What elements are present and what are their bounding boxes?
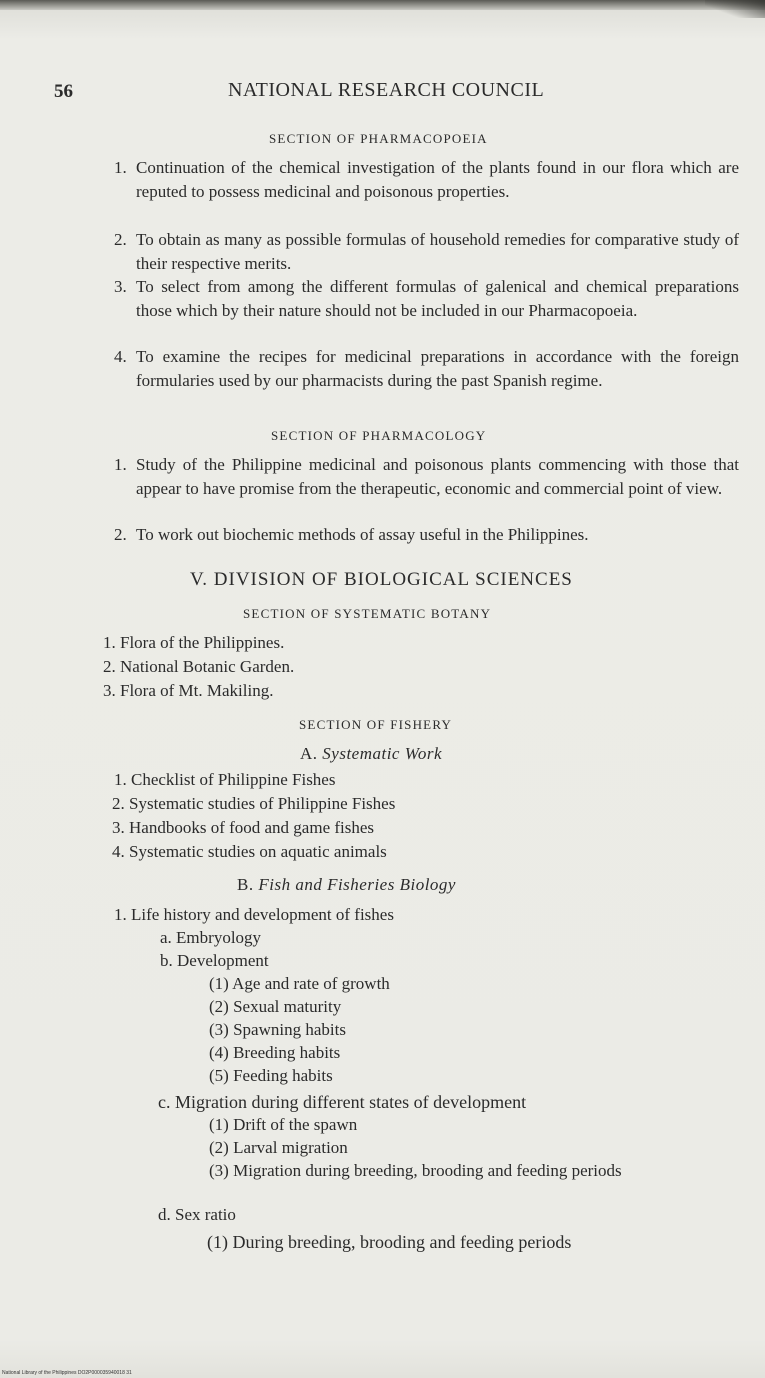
subheading-a: A. Systematic Work [300,744,442,763]
list-item: c. Migration during different states of development [158,1092,527,1112]
list-item: 3. Handbooks of food and game fishes [112,818,375,837]
list-item: (2) Sexual maturity [209,997,342,1016]
item-number: 2. [114,230,127,249]
list-item: (1) During breeding, brooding and feeding periods [207,1232,572,1252]
item-number: 2. [114,525,127,544]
list-item: 1. Flora of the Philippines. [103,633,285,652]
list-item [114,156,739,204]
list-item: 2. National Botanic Garden. [103,657,295,676]
list-item: 1. Life history and development of fishes [114,905,394,924]
list-item [114,228,739,276]
list-item: (2) Larval migration [209,1138,348,1157]
list-item: (3) Migration during breeding, brooding and feeding periods [209,1161,622,1180]
section-heading-botany: SECTION OF SYSTEMATIC BOTANY [243,606,492,621]
list-item: 2. Systematic studies of Philippine Fishes [112,794,396,813]
item-number: 4. [114,347,127,366]
item-number: 1. [114,455,127,474]
item-text: To work out biochemic methods of assay useful in the Philippines. [136,525,589,544]
list-item: (5) Feeding habits [209,1066,333,1085]
item-number: 3. [114,277,127,296]
list-item: a. Embryology [160,928,262,947]
item-text: To obtain as many as possible formulas of household remedies for comparative study of their respective merits. [136,230,739,273]
item-text: Study of the Philippine medicinal and poisonous plants commencing with those that appear to have promise from the therapeutic, economic and commercial point of view. [136,455,739,498]
list-item: d. Sex ratio [158,1205,236,1224]
section-heading-pharmacology: SECTION OF PHARMACOLOGY [271,428,487,443]
list-item: (1) Drift of the spawn [209,1115,358,1134]
section-heading-fishery: SECTION OF FISHERY [299,717,453,732]
list-item: b. Development [160,951,269,970]
library-footer: National Library of the Philippines DO2P000035940018 31 [2,1370,132,1376]
division-heading: V. DIVISION OF BIOLOGICAL SCIENCES [190,569,573,590]
list-item: (3) Spawning habits [209,1020,346,1039]
list-item: (4) Breeding habits [209,1043,341,1062]
list-item [114,453,739,501]
subheading-b: B. Fish and Fisheries Biology [237,875,456,894]
scan-corner-shadow [705,0,765,18]
list-item: 3. Flora of Mt. Makiling. [103,681,274,700]
list-item: 4. Systematic studies on aquatic animals [112,842,387,861]
page-number: 56 [54,81,73,102]
list-item [114,523,739,547]
list-item: (1) Age and rate of growth [209,974,390,993]
list-item [114,345,739,393]
scan-edge [0,0,765,10]
item-number: 1. [114,158,127,177]
section-heading-pharmacopoeia: SECTION OF PHARMACOPOEIA [269,131,488,146]
item-text: To select from among the different formulas of galenical and chemical preparations those which by their nature should not be included in our Pharmacopoeia. [136,277,739,320]
item-text: Continuation of the chemical investigation of the plants found in our flora which are reputed to possess medicinal and poisonous properties. [136,158,739,201]
list-item [114,275,739,323]
running-head: NATIONAL RESEARCH COUNCIL [228,79,545,101]
item-text: To examine the recipes for medicinal preparations in accordance with the foreign formularies used by our pharmacists during the past Spanish regime. [136,347,739,390]
list-item: 1. Checklist of Philippine Fishes [114,770,336,789]
